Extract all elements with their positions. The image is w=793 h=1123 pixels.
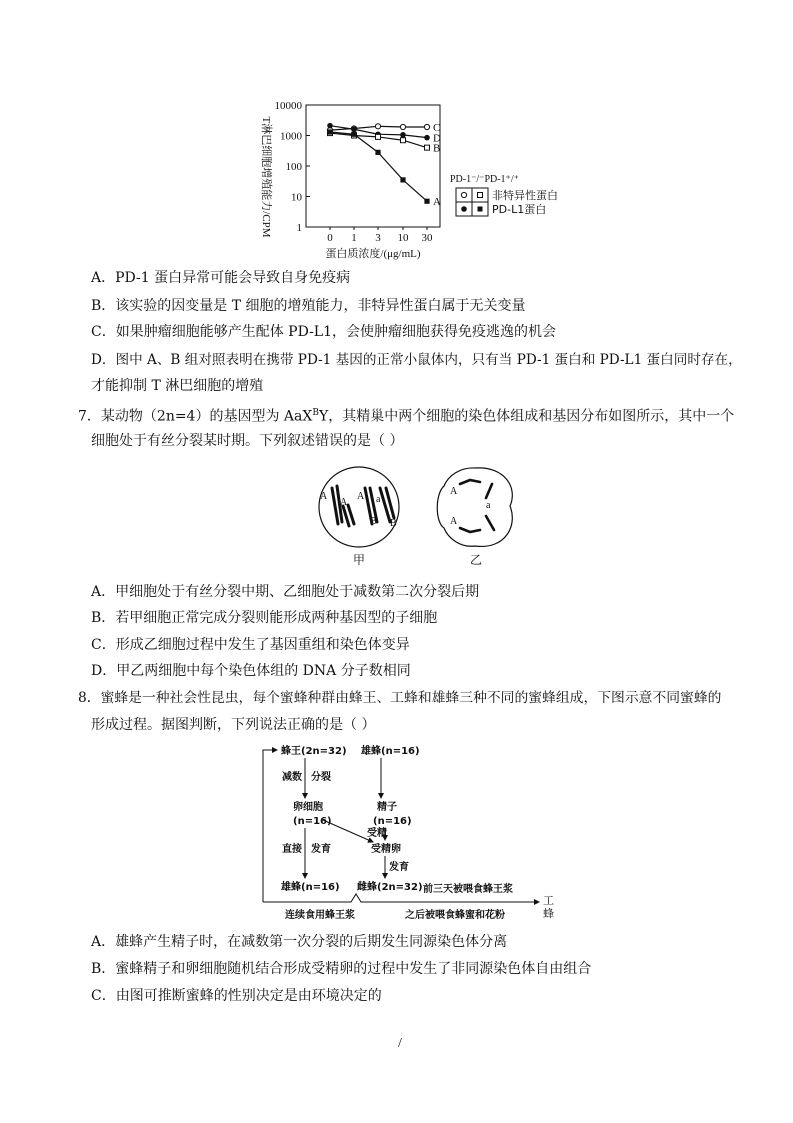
series-label-C: C (433, 121, 441, 134)
data-point-A (351, 132, 356, 137)
data-point-D (424, 135, 430, 141)
figure-cells (310, 458, 520, 573)
cell-yi-gene-A1: A (450, 486, 458, 497)
data-point-D (351, 126, 357, 132)
legend-header: PD-1⁻/⁻PD-1⁺/⁺ (450, 174, 519, 185)
y-tick-label: 1 (296, 222, 302, 234)
legend (450, 174, 558, 216)
flow-female: 雌蜂(2n=32) (357, 882, 423, 893)
plot-frame (306, 105, 440, 227)
page-number: / (398, 1036, 402, 1051)
q7-option-d: D．甲乙两细胞中每个染色体组的 DNA 分子数相同 (91, 663, 411, 679)
flow-meiosis-a: 减数 (282, 772, 302, 783)
y-tick-label: 100 (285, 161, 302, 173)
q7-stem-part2: Y，其精巢中两个细胞的染色体组成和基因分布如图所示，其中一个 (318, 408, 735, 425)
q8-stem-line1: 8．蜜蜂是一种社会性昆虫，每个蜜蜂种群由蜂王、工蜂和雄蜂三种不同的蜜蜂组成，下图示意不同蜜蜂的 (78, 690, 722, 706)
cell-jia-gene-A3: A (357, 491, 365, 502)
flow-first-three: 前三天被喂食蜂王浆 (423, 884, 513, 895)
q7-stem-line2: 细胞处于有丝分裂某时期。下列叙述错误的是（ ） (91, 433, 404, 449)
flow-direct-a: 直接 (282, 844, 302, 855)
q7-option-b: B．若甲细胞正常完成分裂则能形成两种基因型的子细胞 (91, 610, 438, 626)
cell-jia-gene-B2: B (390, 518, 397, 529)
flow-worker-a: 工 (543, 894, 554, 907)
cell-yi-label: 乙 (469, 553, 483, 567)
flow-drone: 雄蜂(n=16) (281, 882, 340, 893)
figure-bee-flow (255, 740, 575, 925)
data-point-B (376, 134, 381, 139)
x-axis-label: 蛋白质浓度/(μg/mL) (325, 248, 421, 260)
cells-svg (310, 458, 520, 573)
q8-option-a: A．雄蜂产生精子时，在减数第一次分裂的后期发生同源染色体分离 (91, 934, 508, 950)
legend-filled-square-icon (478, 207, 483, 212)
series (327, 122, 441, 208)
y-tick-label: 10000 (274, 100, 302, 112)
data-point-C (375, 124, 380, 129)
q8-option-b: B．蜜蜂精子和卵细胞随机结合形成受精卵的过程中发生了非同源染色体自由组合 (91, 961, 592, 977)
flow-continuous: 连续食用蜂王浆 (285, 910, 355, 921)
flow-worker-b: 蜂 (543, 907, 554, 920)
data-point-B (425, 145, 430, 150)
q6-option-d: D．图中 A、B 组对照表明在携带 PD-1 基因的正常小鼠体内，只有当 PD-1 蛋白和 PD-L1 蛋白同时存在， (91, 352, 742, 368)
data-point-D (327, 123, 333, 129)
data-point-C (400, 124, 405, 129)
flow-svg (255, 740, 575, 925)
cell-yi-gene-A2: A (450, 516, 458, 527)
flow-egg-n: (n=16) (293, 816, 332, 827)
flow-queen: 蜂王(2n=32) (281, 746, 347, 757)
figure-t-cell-proliferation-chart (250, 95, 580, 265)
cell-jia-gene-a: a (376, 494, 381, 505)
q8-stem-line2: 形成过程。据图判断，下列说法正确的是（ ） (91, 717, 376, 733)
flow-afterwards: 之后被喂食蜂蜜和花粉 (405, 910, 505, 921)
legend-pdl1-label: PD-L1蛋白 (492, 203, 547, 216)
q6-option-a: A．PD-1 蛋白异常可能会导致自身免疫病 (91, 270, 351, 286)
flow-fert: 受精 (367, 828, 387, 839)
x-tick-label: 30 (421, 232, 433, 244)
q7-stem-superscript: B (312, 408, 319, 418)
series-label-D: D (433, 132, 441, 145)
flow-sperm-n: (n=16) (373, 816, 412, 827)
data-point-D (400, 132, 406, 138)
x-tick-label: 10 (397, 232, 409, 244)
cell-jia-gene-A1: A (320, 491, 328, 502)
q7-stem-part1: 7．某动物（2n=4）的基因型为 AaX (78, 408, 313, 425)
legend-open-circle-icon (461, 192, 466, 197)
data-point-A (327, 129, 332, 134)
y-tick-label: 10 (291, 191, 302, 204)
cell-jia-label: 甲 (352, 553, 366, 567)
data-point-A (400, 177, 405, 182)
series-label-B: B (433, 142, 441, 155)
flow-meiosis-b: 分裂 (311, 772, 331, 783)
q6-option-d-cont: 才能抑制 T 淋巴细胞的增殖 (91, 378, 264, 394)
data-point-A (424, 199, 429, 204)
legend-open-square-icon (478, 193, 483, 198)
x-tick-label: 0 (327, 232, 333, 244)
q6-option-c: C．如果肿瘤细胞能够产生配体 PD-L1，会使肿瘤细胞获得免疫逃逸的机会 (91, 324, 556, 340)
flow-sperm: 精子 (377, 802, 397, 813)
series-label-A: A (433, 196, 441, 209)
q8-option-c: C．由图可推断蜜蜂的性别决定是由环境决定的 (91, 988, 382, 1004)
q7-stem-line1 (78, 403, 734, 427)
legend-filled-circle-icon (461, 206, 467, 212)
q7-option-a: A．甲细胞处于有丝分裂中期、乙细胞处于减数第二次分裂后期 (91, 584, 480, 600)
flow-egg: 卵细胞 (293, 802, 323, 813)
cell-jia-gene-B1: B (370, 516, 377, 527)
cell-yi-gene-a: a (486, 500, 491, 511)
x-tick-label: 3 (375, 232, 381, 244)
y-axis-label: T淋巴细胞增殖能力/CPM (260, 116, 272, 238)
y-ticks (275, 100, 311, 234)
data-point-A (375, 150, 380, 155)
flow-zygote: 受精卵 (371, 844, 401, 855)
series-line-A (330, 132, 427, 201)
q7-option-c: C．形成乙细胞过程中发生了基因重组和染色体变异 (91, 637, 410, 653)
y-tick-label: 1000 (280, 130, 302, 143)
data-point-B (401, 138, 406, 143)
x-tick-label: 1 (351, 232, 357, 244)
legend-nonspecific-label: 非特异性蛋白 (492, 189, 558, 202)
data-point-C (424, 124, 429, 129)
cell-jia-gene-A2: A (340, 497, 348, 508)
flow-drone-parent: 雄蜂(n=16) (361, 746, 420, 757)
q6-option-b: B．该实验的因变量是 T 细胞的增殖能力，非特异性蛋白属于无关变量 (91, 298, 526, 314)
flow-direct-b: 发育 (311, 844, 331, 855)
chart-svg (250, 95, 580, 265)
flow-develop: 发育 (389, 862, 409, 873)
x-ticks (327, 227, 433, 244)
